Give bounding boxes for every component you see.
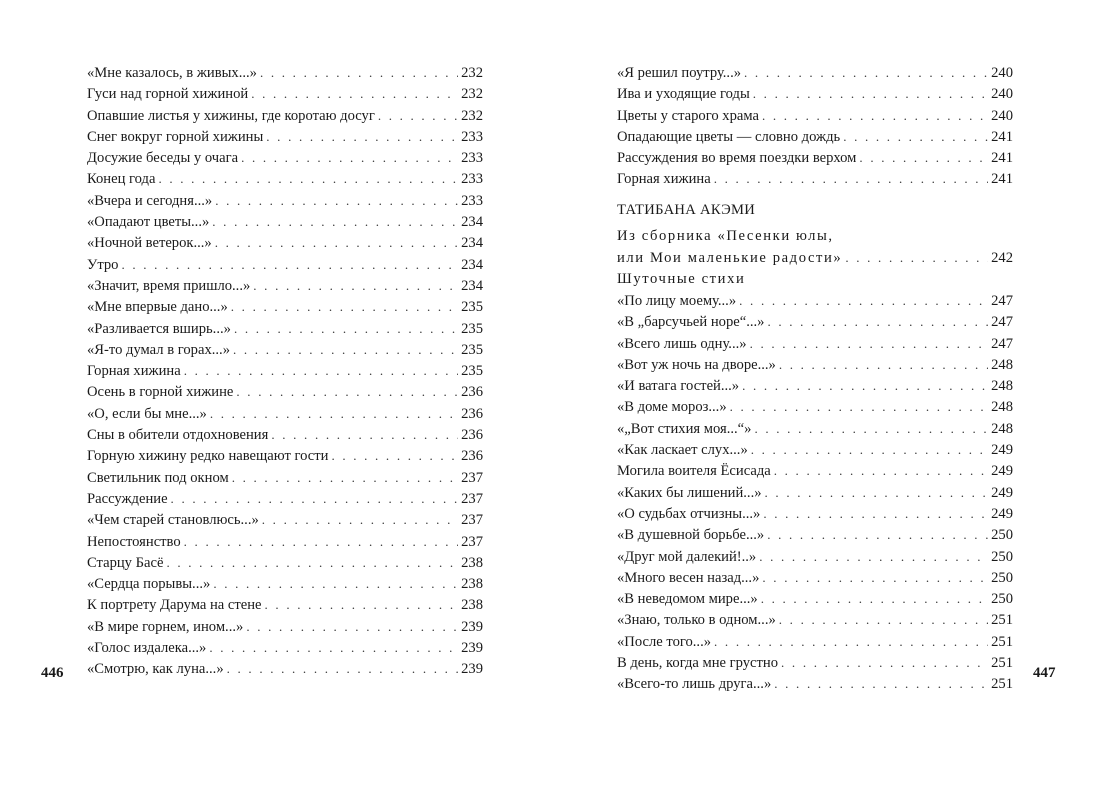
dot-leader (781, 652, 988, 673)
toc-entry (87, 105, 483, 126)
toc-entry-title: Гуси над горной хижиной (87, 86, 249, 103)
dot-leader (265, 594, 459, 615)
toc-entry-page: 234 (461, 277, 483, 294)
toc-entry (87, 126, 483, 147)
toc-entry (617, 567, 1013, 588)
toc-entry-title: «Мне казалось, в живых...» (87, 65, 257, 81)
toc-entry (87, 573, 483, 594)
toc-entry (87, 190, 483, 211)
collection-title-entry (617, 247, 1013, 268)
dot-leader (754, 418, 988, 439)
toc-entry-title: Опавшие листья у хижины, где коротаю досуг (87, 107, 375, 124)
toc-entry (617, 375, 1013, 396)
toc-entry-title: «В мире горнем, ином...» (87, 618, 244, 635)
dot-leader (260, 62, 458, 83)
toc-entry (87, 552, 483, 573)
dot-leader (378, 105, 458, 126)
toc-entry-page: 251 (991, 612, 1013, 629)
toc-entry-page: 239 (461, 618, 483, 635)
toc-entry-title: Ива и уходящие годы (617, 86, 750, 103)
toc-entry (617, 333, 1013, 354)
toc-entry-page: 232 (461, 65, 483, 81)
toc-entry-title: Рассуждения во время поездки верхом (617, 150, 857, 167)
dot-leader (251, 83, 458, 104)
toc-entry (617, 354, 1013, 375)
dot-leader (232, 467, 458, 488)
dot-leader (233, 339, 458, 360)
toc-entry-page: 235 (461, 341, 483, 358)
dot-leader (213, 573, 458, 594)
toc-entry (617, 126, 1013, 147)
toc-entry (87, 211, 483, 232)
dot-leader (184, 531, 458, 552)
toc-entry-title: «Значит, время пришло...» (87, 277, 251, 294)
toc-entry-title: «И ватага гостей...» (617, 378, 740, 395)
dot-leader (762, 105, 988, 126)
dot-leader (765, 482, 989, 503)
dot-leader (215, 232, 458, 253)
toc-entry-title: «В душевной борьбе...» (617, 527, 765, 544)
dot-leader (262, 509, 458, 530)
dot-leader (774, 460, 988, 481)
toc-entry-page: 240 (991, 65, 1013, 81)
toc-entry (87, 147, 483, 168)
toc-entry (87, 232, 483, 253)
toc-entry-page: 247 (991, 314, 1013, 331)
toc-entry-title: Могила воителя Ёсисада (617, 463, 771, 480)
toc-entry (87, 275, 483, 296)
toc-entry-title: «Много весен назад...» (617, 569, 760, 586)
toc-entry-page: 235 (461, 320, 483, 337)
toc-entry-page: 250 (991, 548, 1013, 565)
toc-entry-page: 247 (991, 292, 1013, 309)
toc-entry (617, 631, 1013, 652)
toc-entry-title: «Мне впервые дано...» (87, 299, 228, 316)
section-heading: Шуточные стихи (617, 270, 746, 287)
toc-entry (87, 488, 483, 509)
toc-entry (87, 360, 483, 381)
dot-leader (859, 147, 988, 168)
toc-entry-title: Горная хижина (87, 363, 181, 380)
toc-entry-page: 247 (991, 335, 1013, 352)
toc-entry (617, 83, 1013, 104)
toc-entry (617, 105, 1013, 126)
toc-entry-page: 249 (991, 442, 1013, 459)
toc-entry-title: К портрету Дарума на стене (87, 597, 262, 614)
toc-entry-title: «В доме мороз...» (617, 399, 727, 416)
toc-entry-page: 251 (991, 655, 1013, 672)
toc-entry (87, 403, 483, 424)
left-page-number: 446 (41, 665, 64, 681)
toc-entry (617, 418, 1013, 439)
toc-entry (617, 168, 1013, 189)
dot-leader (739, 290, 988, 311)
dot-leader (253, 275, 458, 296)
collection-title-line2: или Мои маленькие радости» (617, 250, 843, 267)
toc-entry-page: 234 (461, 235, 483, 252)
toc-entry-title: «В „барсучьей норе“...» (617, 314, 765, 331)
toc-entry-page: 236 (461, 427, 483, 444)
toc-entry-title: Утро (87, 256, 119, 273)
dot-leader (762, 567, 988, 588)
dot-leader (730, 396, 988, 417)
toc-entry (87, 254, 483, 275)
toc-entry-title: Горную хижину редко навещают гости (87, 448, 329, 465)
toc-entry (617, 482, 1013, 503)
dot-leader (843, 126, 988, 147)
toc-entry-page: 236 (461, 448, 483, 465)
dot-leader (714, 631, 988, 652)
toc-entry-title: Осень в горной хижине (87, 384, 234, 401)
toc-entry-page: 238 (461, 576, 483, 593)
dot-leader (331, 445, 458, 466)
toc-entry-page: 234 (461, 256, 483, 273)
toc-entry-title: Досужие беседы у очага (87, 150, 239, 167)
toc-entry (617, 546, 1013, 567)
toc-entry-page: 250 (991, 527, 1013, 544)
toc-entry (617, 396, 1013, 417)
dot-leader (121, 254, 458, 275)
toc-entry-page: 233 (461, 171, 483, 188)
toc-entry (87, 83, 483, 104)
toc-entry (617, 311, 1013, 332)
toc-entry (87, 616, 483, 637)
dot-leader (761, 588, 988, 609)
dot-leader (266, 126, 458, 147)
toc-entry (617, 673, 1013, 694)
dot-leader (767, 524, 988, 545)
dot-leader (753, 83, 988, 104)
dot-leader (209, 637, 458, 658)
toc-entry-page: 232 (461, 107, 483, 124)
toc-entry-page: 237 (461, 490, 483, 507)
toc-entry-title: Цветы у старого храма (617, 107, 759, 124)
toc-entry-page: 234 (461, 214, 483, 231)
toc-entry-page: 251 (991, 633, 1013, 650)
dot-leader (210, 403, 458, 424)
toc-entry-page: 250 (991, 591, 1013, 608)
dot-leader (744, 62, 988, 83)
toc-entry-title: «Каких бы лишений...» (617, 484, 762, 501)
toc-entry-title: «По лицу моему...» (617, 292, 737, 309)
toc-entry-page: 249 (991, 463, 1013, 480)
collection-title-line1: Из сборника «Песенки юлы, (617, 228, 834, 245)
toc-entry-title: Снег вокруг горной хижины (87, 128, 264, 145)
toc-entry-page: 251 (991, 676, 1013, 693)
dot-leader (759, 546, 988, 567)
toc-entry-page: 233 (461, 150, 483, 167)
toc-entry (617, 652, 1013, 673)
dot-leader (236, 381, 458, 402)
toc-entry-page: 233 (461, 128, 483, 145)
toc-entry-page: 241 (991, 150, 1013, 167)
dot-leader (271, 424, 458, 445)
dot-leader (750, 333, 989, 354)
toc-entry-title: «Я-то думал в горах...» (87, 341, 230, 358)
toc-entry-page: 237 (461, 512, 483, 529)
toc-entry-page: 248 (991, 420, 1013, 437)
toc-entry-title: «После того...» (617, 633, 712, 650)
toc-entry (87, 467, 483, 488)
toc-entry-title: «О, если бы мне...» (87, 405, 207, 422)
toc-entry-page: 232 (461, 86, 483, 103)
toc-entry (87, 339, 483, 360)
dot-leader (763, 503, 988, 524)
toc-entry-title: «Я решил поутру...» (617, 65, 742, 81)
toc-entry-page: 238 (461, 597, 483, 614)
toc-entry-page: 250 (991, 569, 1013, 586)
toc-entry-page: 248 (991, 399, 1013, 416)
toc-entry-title: «Ночной ветерок...» (87, 235, 212, 252)
toc-entry-page: 239 (461, 661, 483, 678)
toc-entry-page: 237 (461, 533, 483, 550)
toc-entry-page: 233 (461, 192, 483, 209)
toc-entry-title: «Голос издалека...» (87, 640, 207, 657)
toc-entry-page: 249 (991, 484, 1013, 501)
toc-entry (87, 296, 483, 317)
toc-entry (87, 531, 483, 552)
dot-leader (184, 360, 458, 381)
right-page-number: 447 (1033, 665, 1056, 681)
toc-entry-page: 248 (991, 378, 1013, 395)
toc-entry-page: 240 (991, 107, 1013, 124)
toc-entry (617, 439, 1013, 460)
toc-entry-title: «Как ласкает слух...» (617, 442, 748, 459)
collection-page-number: 242 (991, 250, 1013, 267)
toc-entry-title: «Сердца порывы...» (87, 576, 211, 593)
toc-entry-page: 237 (461, 469, 483, 486)
dot-leader (751, 439, 988, 460)
toc-entry-page: 241 (991, 128, 1013, 145)
toc-entry (87, 509, 483, 530)
toc-entry-title: «Всего-то лишь друга...» (617, 676, 772, 693)
dot-leader (774, 673, 988, 694)
dot-leader (158, 168, 458, 189)
toc-entry (617, 588, 1013, 609)
author-heading: ТАТИБАНА АКЭМИ (617, 201, 756, 218)
toc-entry (617, 460, 1013, 481)
toc-entry (87, 424, 483, 445)
toc-entry (617, 503, 1013, 524)
toc-entry-page: 240 (991, 86, 1013, 103)
toc-entry-page: 238 (461, 554, 483, 571)
right-toc-column (617, 62, 1013, 695)
toc-entry-title: Светильник под окном (87, 469, 229, 486)
dot-leader (845, 247, 988, 268)
dot-leader (231, 296, 458, 317)
dot-leader (779, 609, 988, 630)
dot-leader (742, 375, 988, 396)
toc-entry-title: Рассуждение (87, 490, 168, 507)
dot-leader (212, 211, 458, 232)
dot-leader (227, 658, 458, 679)
toc-entry-page: 235 (461, 299, 483, 316)
toc-entry-title: «„Вот стихия моя...“» (617, 420, 752, 437)
toc-entry-title: Конец года (87, 171, 156, 188)
toc-entry-page: 241 (991, 171, 1013, 188)
toc-entry (617, 62, 1013, 83)
toc-entry-page: 236 (461, 405, 483, 422)
toc-entry (87, 62, 483, 83)
dot-leader (241, 147, 458, 168)
toc-entry-title: «Опадают цветы...» (87, 214, 210, 231)
dot-leader (166, 552, 458, 573)
toc-entry-title: «Всего лишь одну...» (617, 335, 747, 352)
toc-entry (87, 381, 483, 402)
toc-entry-page: 248 (991, 356, 1013, 373)
dot-leader (246, 616, 458, 637)
dot-leader (714, 168, 988, 189)
toc-entry-title: «Вот уж ночь на дворе...» (617, 356, 776, 373)
toc-entry (617, 609, 1013, 630)
toc-entry-page: 249 (991, 505, 1013, 522)
toc-entry-title: «О судьбах отчизны...» (617, 505, 761, 522)
toc-entry-title: «Разливается вширь...» (87, 320, 231, 337)
toc-entry-title: «Вчера и сегодня...» (87, 192, 213, 209)
toc-entry-page: 239 (461, 640, 483, 657)
toc-entry-title: В день, когда мне грустно (617, 655, 779, 672)
toc-entry-page: 235 (461, 363, 483, 380)
toc-entry-title: Старцу Басё (87, 554, 164, 571)
toc-entry-title: Опадающие цветы — словно дождь (617, 128, 841, 145)
dot-leader (215, 190, 458, 211)
dot-leader (171, 488, 459, 509)
toc-entry-title: «Друг мой далекий!..» (617, 548, 757, 565)
toc-entry (87, 637, 483, 658)
toc-entry (87, 658, 483, 679)
dot-leader (779, 354, 988, 375)
toc-entry-title: Непостоянство (87, 533, 181, 550)
toc-entry (87, 594, 483, 615)
dot-leader (767, 311, 988, 332)
toc-entry (617, 147, 1013, 168)
toc-entry-title: «Чем старей становлюсь...» (87, 512, 259, 529)
toc-entry-page: 236 (461, 384, 483, 401)
toc-entry-title: Горная хижина (617, 171, 711, 188)
toc-entry-title: «Смотрю, как луна...» (87, 661, 224, 678)
left-toc-column (87, 62, 483, 680)
dot-leader (234, 318, 458, 339)
toc-entry (617, 290, 1013, 311)
toc-entry-title: Сны в обители отдохновения (87, 427, 269, 444)
toc-entry-title: «Знаю, только в одном...» (617, 612, 776, 629)
toc-entry (87, 318, 483, 339)
toc-entry (617, 524, 1013, 545)
toc-entry (87, 445, 483, 466)
toc-entry (87, 168, 483, 189)
toc-entry-title: «В неведомом мире...» (617, 591, 758, 608)
